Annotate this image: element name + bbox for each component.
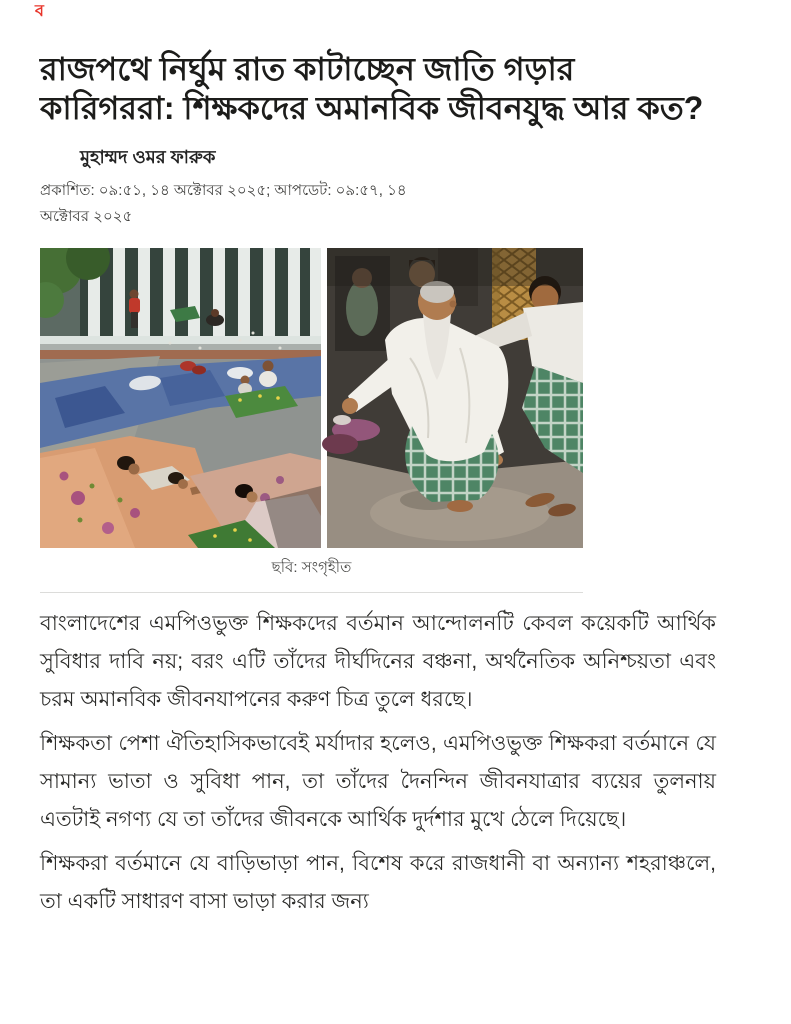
- author-byline: মুহাম্মদ ওমর ফারুক: [80, 147, 216, 167]
- article-headline: রাজপথে নির্ঘুম রাত কাটাচ্ছেন জাতি গড়ার কারিগররা: শিক্ষকদের অমানবিক জীবনযুদ্ধ আর কত?: [40, 51, 704, 126]
- publish-meta-line1: প্রকাশিত: ০৯:৫১, ১৪ অক্টোবর ২০২৫; আপডেট: ০৯:৫৭, ১৪: [40, 182, 407, 199]
- article-body: [40, 605, 716, 921]
- body-paragraph: শিক্ষকতা পেশা ঐতিহাসিকভাবেই মর্যাদার হলেও, এমপিওভুক্ত শিক্ষকরা বর্তমানে যে সামান্য ভাতা ও সুবিধা পান, তা তাঁদের দৈনন্দিন জীবনযাত্রার ব্যয়ের তুলনায় এতটাই নগণ্য যে তা তাঁদের জীবনকে আর্থিক দুর্দশার মুখে ঠেলে দিয়েছে।: [40, 732, 716, 831]
- photo-left-panel: [40, 248, 321, 548]
- caption-divider: [40, 592, 583, 593]
- photo-caption: ছবি: সংগৃহীত: [271, 559, 352, 576]
- publish-meta: [40, 178, 716, 230]
- site-logo-mark[interactable]: ব: [35, 3, 44, 20]
- photo-right-panel: [322, 248, 583, 548]
- article-photo: [40, 248, 583, 548]
- publish-meta-line2: অক্টোবর ২০২৫: [40, 208, 133, 225]
- body-paragraph: শিক্ষকরা বর্তমানে যে বাড়িভাড়া পান, বিশেষ করে রাজধানী বা অন্যান্য শহরাঞ্চলে, তা একটি সাধারণ বাসা ভাড়া করার জন্য: [40, 852, 716, 913]
- article-figure: [40, 248, 583, 593]
- article-content: [40, 0, 716, 927]
- body-paragraph: বাংলাদেশের এমপিওভুক্ত শিক্ষকদের বর্তমান আন্দোলনটি কেবল কয়েকটি আর্থিক সুবিধার দাবি নয়; বরং এটি তাঁদের দীর্ঘদিনের বঞ্চনা, অর্থনৈতিক অনিশ্চয়তা এবং চরম অমানবিক জীবনযাপনের করুণ চিত্র তুলে ধরছে।: [40, 612, 716, 711]
